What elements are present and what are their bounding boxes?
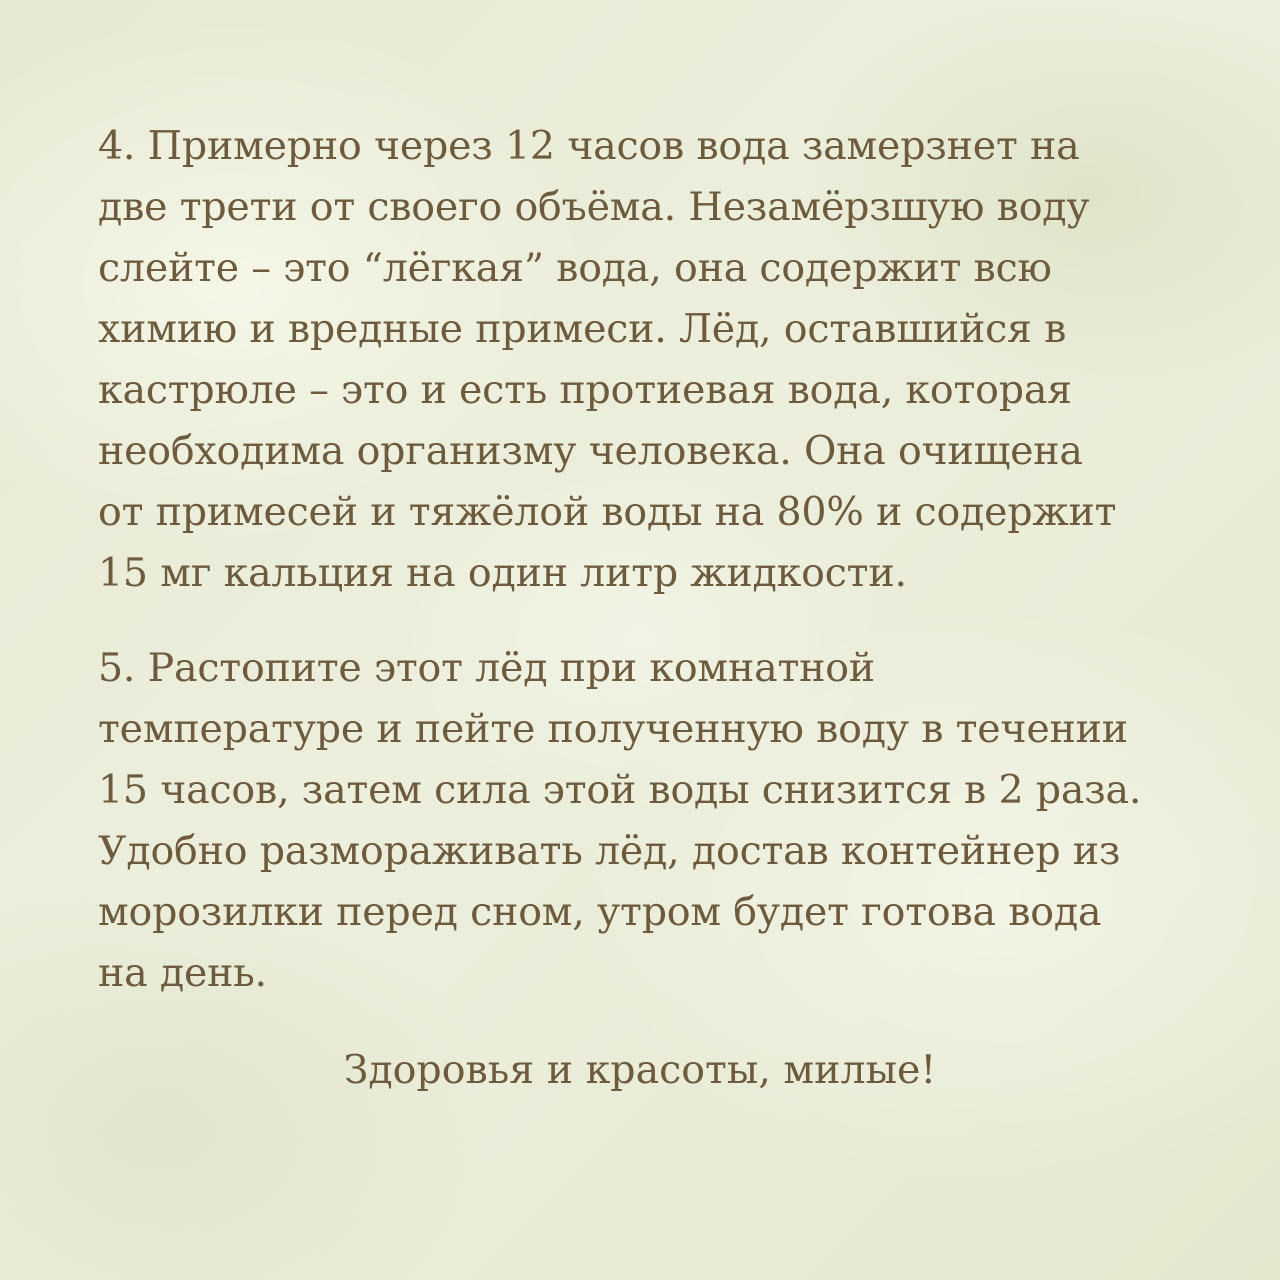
paragraph-line: температуре и пейте полученную воду в течении [98, 706, 1128, 752]
paragraph-line: необходима организму человека. Она очищена [98, 428, 1083, 474]
paragraph-line: 4. Примерно через 12 часов вода замерзнет на [98, 123, 1080, 169]
paragraph-line: на день. [98, 950, 267, 996]
paragraph-step-4 [98, 116, 1218, 604]
paragraph-line: две трети от своего объёма. Незамёрзшую воду [98, 184, 1090, 230]
paragraph-line: Удобно размораживать лёд, достав контейнер из [98, 828, 1121, 874]
paragraph-line: слейте – это “лёгкая” вода, она содержит всю [98, 245, 1052, 291]
paragraph-line: 15 мг кальция на один литр жидкости. [98, 550, 907, 596]
paragraph-line: морозилки перед сном, утром будет готова вода [98, 889, 1102, 935]
paragraph-line: химию и вредные примеси. Лёд, оставшийся в [98, 306, 1067, 352]
paragraph-line: кастрюле – это и есть протиевая вода, которая [98, 367, 1072, 413]
paragraph-line: 15 часов, затем сила этой воды снизится в 2 раза. [98, 767, 1142, 813]
closing-wish: Здоровья и красоты, милые! [343, 1047, 937, 1093]
paragraph-line: от примесей и тяжёлой воды на 80% и содержит [98, 489, 1117, 535]
paragraph-step-5 [98, 638, 1218, 1004]
paragraph-line: 5. Растопите этот лёд при комнатной [98, 645, 875, 691]
